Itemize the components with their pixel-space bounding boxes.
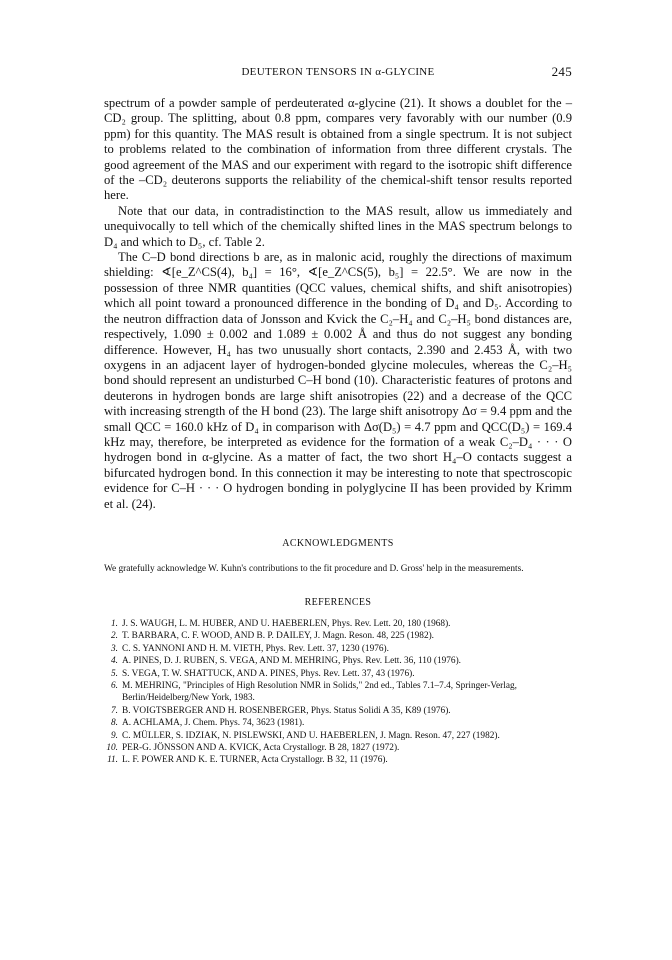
body-paragraph: Note that our data, in contradistinction to the MAS result, allow us immediately and unequivocally to tell which of the chemically shifted lines in the MAS spectrum belongs to D₄ and which to D₅, cf. Table 2. [104, 203, 572, 249]
reference-number: 4. [111, 656, 118, 667]
reference-item [104, 705, 572, 717]
page [104, 60, 572, 767]
reference-list [104, 618, 572, 767]
body-text [104, 96, 572, 512]
running-title: DEUTERON TENSORS IN α-GLYCINE [241, 66, 435, 78]
reference-number: 2. [111, 631, 118, 642]
reference-text: T. BARBARA, C. F. WOOD, AND B. P. DAILEY, J. Magn. Reson. 48, 225 (1982). [122, 631, 435, 642]
reference-number: 9. [111, 730, 118, 741]
reference-item [104, 742, 572, 754]
references-heading: REFERENCES [304, 596, 372, 608]
reference-item [104, 717, 572, 729]
reference-item [104, 643, 572, 655]
reference-number: 5. [111, 668, 118, 679]
reference-text: B. VOIGTSBERGER AND H. ROSENBERGER, Phys. Status Solidi A 35, K89 (1976). [122, 705, 451, 716]
reference-item [104, 618, 572, 630]
reference-number: 10. [106, 743, 118, 754]
running-header [104, 60, 572, 80]
body-paragraph: The C–D bond directions b are, as in malonic acid, roughly the directions of maximum shielding: ∢[e_Z^CS(4), b₄] = 16°, ∢[e_Z^CS(5), b₅] = 22.5°. We are now in the possession of three NMR quantities (QCC values, chemical shifts, and shift anisotropies) which all point toward a pronounced difference in the bonding of D₄ and D₅. According to the neutron diffraction data of Jonsson and Kvick the C₂–H₄ and C₂–H₅ bond distances are, respectively, 1.090 ± 0.002 and 1.089 ± 0.002 Å and thus do not suggest any bonding difference. However, H₄ has two unusually short contacts, 2.390 and 2.453 Å, with two oxygens in an adjacent layer of hydrogen-bonded glycine molecules, whereas the C₂–H₅ bond should represent an undisturbed C–H bond (10). Characteristic features of protons and deuterons in hydrogen bonds are large shift anisotropies (22) and a decrease of the QCC with increasing strength of the H bond (23). The large shift anisotropy Δσ = 9.4 ppm and the small QCC = 160.0 kHz of D₄ in comparison with Δσ(D₅) = 4.7 ppm and QCC(D₅) = 169.4 kHz may, therefore, be interpreted as evidence for the formation of a weak C₂–D₄ · · · O hydrogen bond in α-glycine. As a matter of fact, the two short H₄–O contacts suggest a bifurcated hydrogen bond. In this connection it may be interesting to note that spectroscopic evidence for C–H · · · O hydrogen bonding in polyglycine II has been provided by Krimm et al. (24). [104, 250, 572, 511]
acknowledgments-heading: ACKNOWLEDGMENTS [282, 537, 394, 549]
page-number: 245 [551, 64, 572, 79]
reference-item [104, 655, 572, 667]
reference-item [104, 630, 572, 642]
reference-number: 1. [111, 618, 118, 629]
reference-item [104, 668, 572, 680]
reference-item [104, 680, 572, 705]
reference-text: A. ACHLAMA, J. Chem. Phys. 74, 3623 (1981). [122, 718, 305, 729]
reference-item [104, 754, 572, 766]
reference-number: 8. [111, 718, 118, 729]
reference-text: L. F. POWER AND K. E. TURNER, Acta Crystallogr. B 32, 11 (1976). [122, 755, 388, 766]
reference-number: 3. [111, 643, 118, 654]
reference-item [104, 730, 572, 742]
reference-text: S. VEGA, T. W. SHATTUCK, AND A. PINES, Phys. Rev. Lett. 37, 43 (1976). [122, 668, 415, 679]
reference-number: 11. [107, 755, 118, 766]
reference-text: PER-G. JÖNSSON AND A. KVICK, Acta Crystallogr. B 28, 1827 (1972). [122, 743, 400, 754]
reference-number: 7. [111, 705, 118, 716]
reference-text: M. MEHRING, "Principles of High Resolution NMR in Solids," 2nd ed., Tables 7.1–7.4, Springer-Verlag, Berlin/Heidelberg/New York, 1983. [122, 681, 517, 704]
reference-text: J. S. WAUGH, L. M. HUBER, AND U. HAEBERLEN, Phys. Rev. Lett. 20, 180 (1968). [122, 618, 451, 629]
reference-text: C. MÜLLER, S. IDZIAK, N. PISLEWSKI, AND U. HAEBERLEN, J. Magn. Reson. 47, 227 (1982). [122, 730, 500, 741]
body-paragraph: spectrum of a powder sample of perdeuterated α-glycine (21). It shows a doublet for the –CD₂ group. The splitting, about 0.8 ppm, compares very favorably with our number (0.9 ppm) for this quantity. The MAS result is obtained from a single spectrum. It is not subject to problems related to the combination of information from three different crystals. The good agreement of the MAS and our experiment with regard to the isotropic shift difference of the –CD₂ deuterons supports the reliability of the chemical-shift tensor results reported here. [104, 96, 572, 203]
reference-text: A. PINES, D. J. RUBEN, S. VEGA, AND M. MEHRING, Phys. Rev. Lett. 36, 110 (1976). [122, 656, 461, 667]
acknowledgments-text: We gratefully acknowledge W. Kuhn's contributions to the fit procedure and D. Gross' help in the measurements. [104, 563, 524, 574]
reference-text: C. S. YANNONI AND H. M. VIETH, Phys. Rev. Lett. 37, 1230 (1976). [122, 643, 389, 654]
reference-number: 6. [111, 681, 118, 691]
